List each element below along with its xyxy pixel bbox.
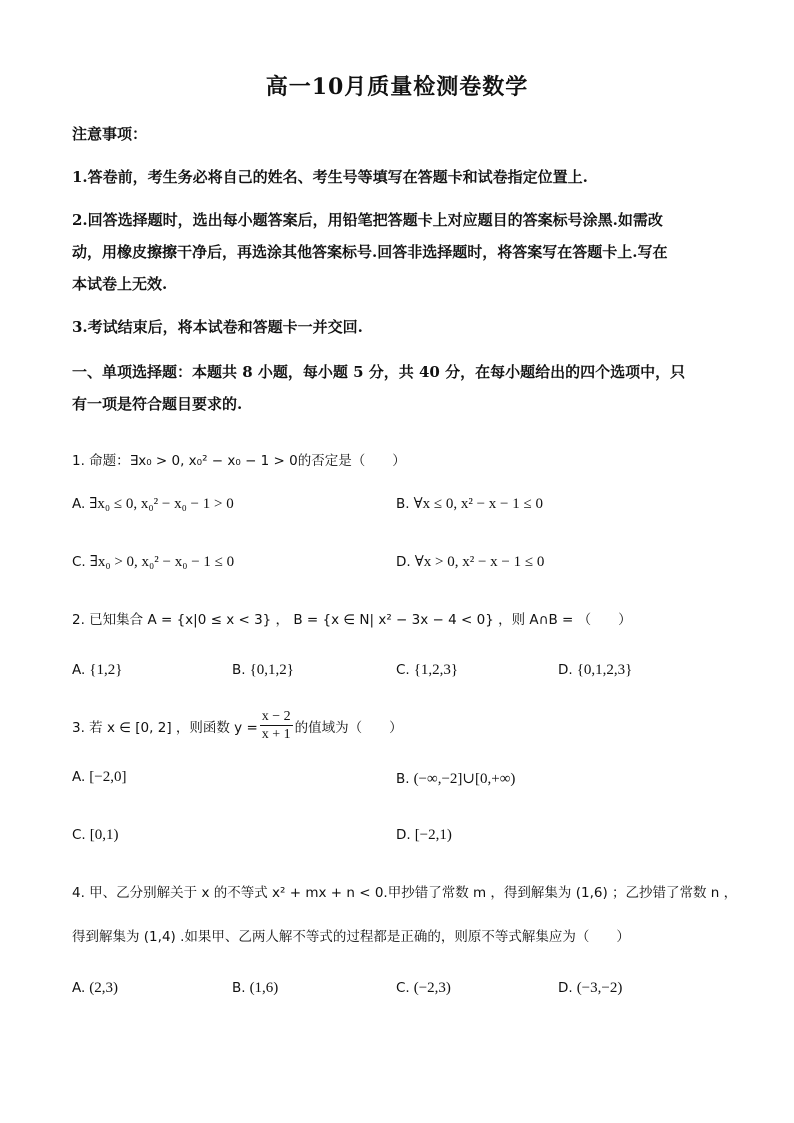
option-text: (−∞,−2]∪[0,+∞) (413, 771, 516, 787)
fraction-denominator: x + 1 (261, 727, 291, 742)
option-label: A. (72, 980, 86, 996)
option-label: C. (72, 827, 86, 843)
notice-item-2-line-1: 2.回答选择题时，选出每小题答案后，用铅笔把答题卡上对应题目的答案标号涂黑.如需改 (72, 211, 663, 229)
option-text: ∀x ≤ 0, x² − x − 1 ≤ 0 (413, 496, 543, 512)
option-text: {0,1,2,3} (576, 662, 633, 678)
question-2-stem: 2. 已知集合 A = {x|0 ≤ x < 3} ， B = {x ∈ N| x² − 3x − 4 < 0} ，则 A∩B = （ ） (72, 612, 632, 628)
option-label: C. (396, 980, 410, 996)
option-label: D. (396, 827, 411, 843)
question-4-option-c[interactable] (396, 980, 451, 997)
option-label: B. (232, 662, 246, 678)
question-3-option-d[interactable] (396, 827, 452, 844)
option-label: D. (558, 980, 573, 996)
question-4-option-d[interactable] (558, 980, 622, 997)
option-text: ∀x > 0, x² − x − 1 ≤ 0 (414, 554, 545, 570)
option-label: B. (396, 771, 410, 787)
option-label: A. (72, 662, 86, 678)
question-2-option-b[interactable] (232, 662, 294, 679)
question-4-option-b[interactable] (232, 980, 278, 997)
option-label: A. (72, 496, 86, 512)
option-label: B. (232, 980, 246, 996)
option-text: ∃x₀ > 0, x₀² − x₀ − 1 ≤ 0 (89, 554, 235, 570)
question-3-option-b[interactable] (396, 769, 515, 788)
notice-heading: 注意事项： (72, 125, 148, 143)
section-heading-line-2: 有一项是符合题目要求的. (72, 395, 243, 413)
option-label: A. (72, 769, 86, 785)
option-text: {1,2} (89, 662, 123, 678)
notice-item-1: 1.答卷前，考生务必将自己的姓名、考生号等填写在答题卡和试卷指定位置上. (72, 168, 588, 186)
notice-item-3: 3.考试结束后，将本试卷和答题卡一并交回. (72, 318, 363, 336)
fraction-numerator: x − 2 (261, 709, 291, 724)
question-3-stem-prefix: 3. 若 x ∈ [0, 2] ，则函数 y = (72, 719, 258, 736)
question-1-option-d[interactable] (396, 552, 544, 571)
option-text: (−2,3) (413, 980, 451, 996)
option-label: D. (396, 554, 411, 570)
question-2-option-d[interactable] (558, 662, 632, 679)
fraction (260, 708, 293, 743)
notice-item-2-line-3: 本试卷上无效. (72, 275, 168, 293)
option-text: (1,6) (249, 980, 279, 996)
option-text: [−2,0] (89, 769, 127, 785)
option-label: C. (396, 662, 410, 678)
option-text: [−2,1) (414, 827, 452, 843)
question-1-option-a[interactable] (72, 494, 234, 513)
option-text: [0,1) (89, 827, 119, 843)
option-text: (−3,−2) (576, 980, 623, 996)
option-text: (2,3) (89, 980, 119, 996)
question-4-option-a[interactable] (72, 980, 118, 997)
question-4-stem-line-2: 得到解集为 (1,4) .如果甲、乙两人解不等式的过程都是正确的，则原不等式解集应为（ ） (72, 929, 630, 945)
option-label: B. (396, 496, 410, 512)
question-1-stem: 1. 命题：∃x₀ > 0, x₀² − x₀ − 1 > 0的否定是（ ） (72, 453, 406, 469)
option-text: {0,1,2} (249, 662, 294, 678)
page-title: 高一10月质量检测卷数学 (265, 74, 529, 100)
question-3-stem (72, 708, 403, 743)
option-label: D. (558, 662, 573, 678)
question-3-option-a[interactable] (72, 769, 127, 786)
question-3-stem-suffix: 的值域为（ ） (294, 719, 403, 736)
section-heading-line-1: 一、单项选择题：本题共 8 小题，每小题 5 分，共 40 分，在每小题给出的四个选项中，只 (72, 363, 686, 381)
question-4-stem-line-1: 4. 甲、乙分别解关于 x 的不等式 x² + mx + n < 0.甲抄错了常数 m ，得到解集为 (1,6) ；乙抄错了常数 n ， (72, 885, 738, 901)
option-label: C. (72, 554, 86, 570)
question-1-option-b[interactable] (396, 494, 543, 513)
question-3-option-c[interactable] (72, 827, 118, 844)
option-text: ∃x₀ ≤ 0, x₀² − x₀ − 1 > 0 (89, 496, 234, 512)
option-text: {1,2,3} (413, 662, 459, 678)
question-1-option-c[interactable] (72, 552, 234, 571)
question-2-option-c[interactable] (396, 662, 458, 679)
question-2-option-a[interactable] (72, 662, 122, 679)
notice-item-2-line-2: 动，用橡皮擦擦干净后，再选涂其他答案标号.回答非选择题时，将答案写在答题卡上.写在 (72, 243, 668, 261)
